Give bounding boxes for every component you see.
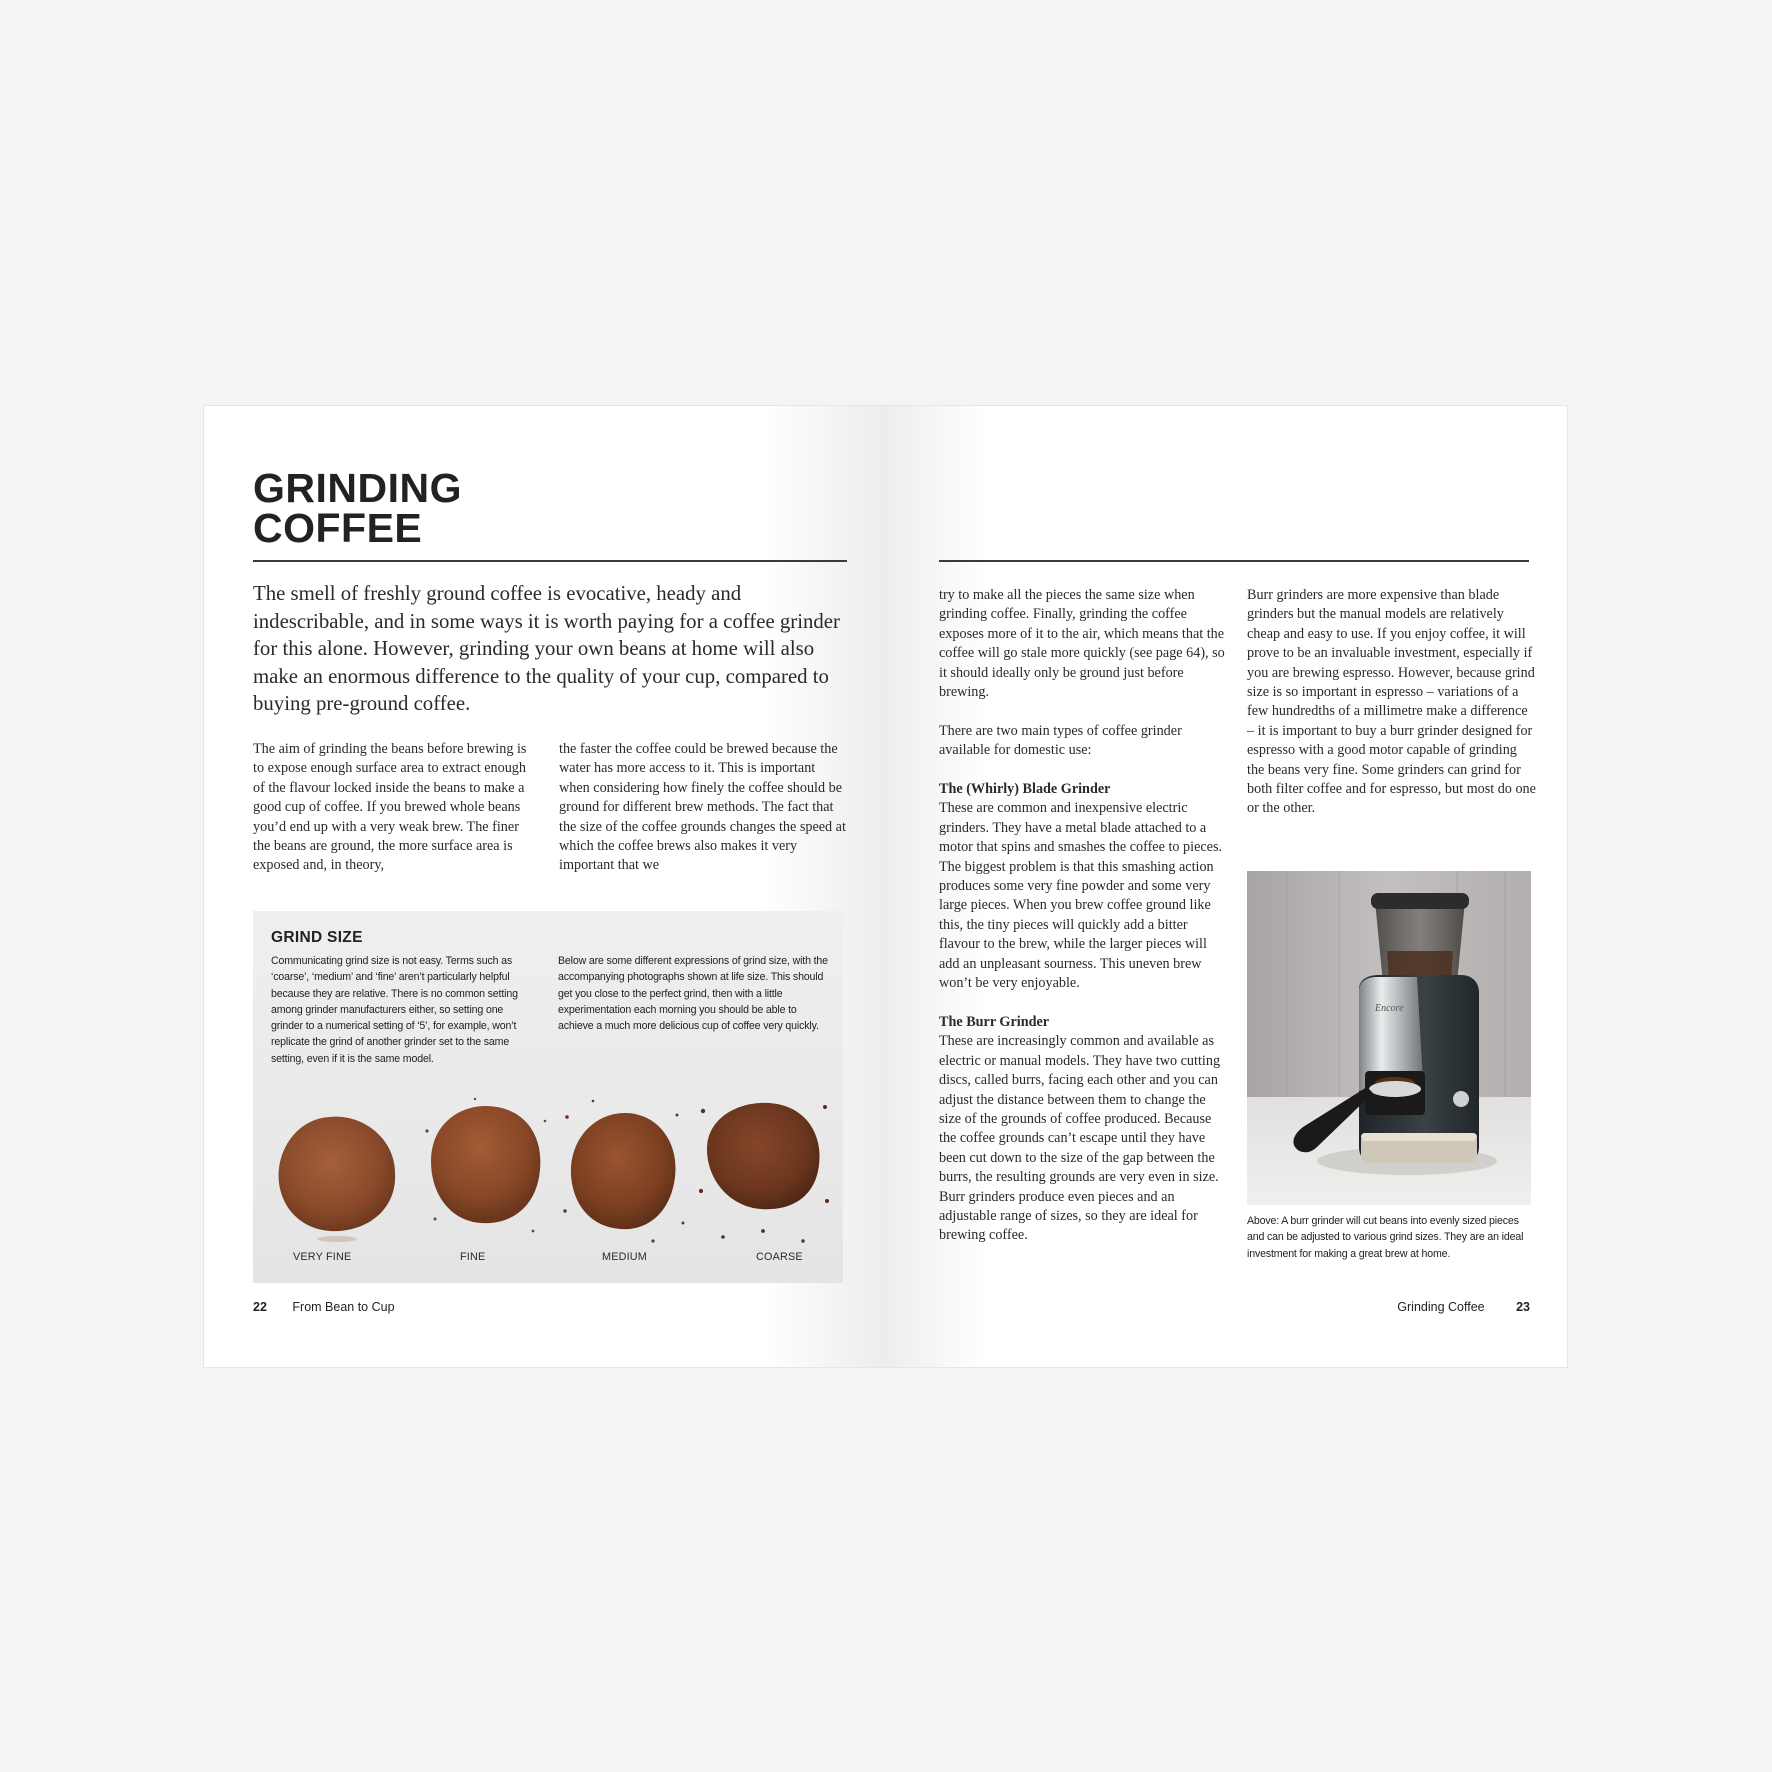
grind-size-text-2: Below are some different expressions of grind size, with the accompanying photographs shown at life size. This should get you close to the perfect grind, then with a little experimentation each morning you should be able to achieve a much more delicious cup of coffee very quickly. [558, 955, 828, 1033]
left-page [204, 406, 885, 1367]
fine-grounds-image [415, 1091, 555, 1251]
coarse-grounds-image [693, 1091, 833, 1251]
body-column-3 [939, 586, 1229, 1265]
burr-grinder-text: These are increasingly common and available as electric or manual models. They have two cutting discs, called burrs, facing each other and you can adjust the distance between them to change the size of the grounds of coffee produced. Because the coffee grounds can’t escape until they have been cut down to the size of the gap between the burrs, the resulting grounds are very even in size. Burr grinders produce even pieces and an adjustable range of sizes, so they are ideal for brewing coffee. [939, 1033, 1221, 1244]
grind-size-panel [253, 911, 843, 1283]
burr-grinder-section [939, 1013, 1229, 1246]
title-rule [253, 560, 847, 562]
book-spread [204, 406, 1567, 1367]
grinder-brand-text: Encore [1375, 1003, 1404, 1014]
page-number-right: 23 [1516, 1300, 1530, 1314]
very-fine-grounds-image [267, 1091, 407, 1251]
grind-label-very-fine: VERY FINE [293, 1251, 352, 1263]
title-line-1: GRINDING [253, 465, 462, 511]
body-column-1: The aim of grinding the beans before brewing is to expose enough surface area to extract enough of the flavour locked inside the beans to make a good cup of coffee. If you brewed whole beans you’d end up with a very weak brew. The finer the beans are ground, the more surface area is exposed and, in theory, [253, 741, 527, 874]
photo-caption: Above: A burr grinder will cut beans into evenly sized pieces and can be adjusted to various grind sizes. They are an ideal investment for making a great brew at home. [1247, 1215, 1524, 1260]
blade-grinder-text: These are common and inexpensive electric grinders. They have a metal blade attached to a motor that spins and smashes the coffee to pieces. The biggest problem is that this smashing action produces some very fine powder and some very large pieces. When you brew coffee ground like this, the tiny pieces will quickly add a bitter flavour to the brew, while the larger pieces will add an unpleasant sourness. This uneven brew won’t be very enjoyable. [939, 800, 1223, 992]
page-title [253, 465, 462, 551]
grind-label-coarse: COARSE [756, 1251, 803, 1263]
paragraph-continuation: try to make all the pieces the same size when grinding coffee. Finally, grinding the coffee exposes more of it to the air, which means that the coffee will go stale more quickly (see page 64), so it should ideally only be ground just before brewing. [939, 587, 1225, 701]
right-page [885, 406, 1567, 1367]
right-footer [1397, 1300, 1530, 1314]
grind-label-medium: MEDIUM [602, 1251, 647, 1263]
left-footer [253, 1300, 395, 1314]
page-number-left: 22 [253, 1300, 267, 1314]
grind-label-fine: FINE [460, 1251, 486, 1263]
paragraph-grinder-types: There are two main types of coffee grinder available for domestic use: [939, 722, 1182, 759]
top-rule [939, 560, 1529, 562]
grind-size-title: GRIND SIZE [271, 929, 363, 946]
blade-grinder-heading: The (Whirly) Blade Grinder [939, 781, 1111, 798]
running-title-right: Grinding Coffee [1397, 1300, 1485, 1314]
grind-size-text-1: Communicating grind size is not easy. Terms such as ‘coarse’, ‘medium’ and ‘fine’ aren’t particularly helpful because they are relative. There is no common setting among grinder manufacturers either, so setting one grinder to a numerical setting of ‘5’, for example, won’t replicate the grind of another grinder set to the same setting, even if it is the same model. [271, 955, 518, 1065]
intro-paragraph: The smell of freshly ground coffee is evocative, heady and indescribable, and in some ways it is worth paying for a coffee grinder for this alone. However, grinding your own beans at home will also make an enormous difference to the quality of your cup, compared to buying pre-ground coffee. [253, 582, 840, 715]
burr-grinder-photo [1247, 871, 1531, 1205]
body-column-2: the faster the coffee could be brewed because the water has more access to it. This is important when considering how finely the coffee should be ground for different brew methods. The fact that the size of the coffee grounds changes the speed at which the coffee brews also makes it very important that we [559, 741, 846, 874]
burr-grinder-image [1247, 871, 1531, 1205]
body-column-4: Burr grinders are more expensive than blade grinders but the manual models are relatively cheap and easy to use. If you enjoy coffee, it will prove to be an invaluable investment, especially if you are brewing espresso. However, because grind size is so important in espresso – variations of a few hundredths of a millimetre make a difference – it is important to buy a burr grinder designed for espresso with a good motor capable of grinding the beans very fine. Some grinders can grind for both filter coffee and for espresso, but most do one or the other. [1247, 587, 1536, 817]
medium-grounds-image [553, 1091, 693, 1251]
title-line-2: COFFEE [253, 505, 423, 551]
blade-grinder-section [939, 780, 1229, 993]
burr-grinder-heading: The Burr Grinder [939, 1013, 1050, 1030]
running-title-left: From Bean to Cup [292, 1300, 395, 1314]
